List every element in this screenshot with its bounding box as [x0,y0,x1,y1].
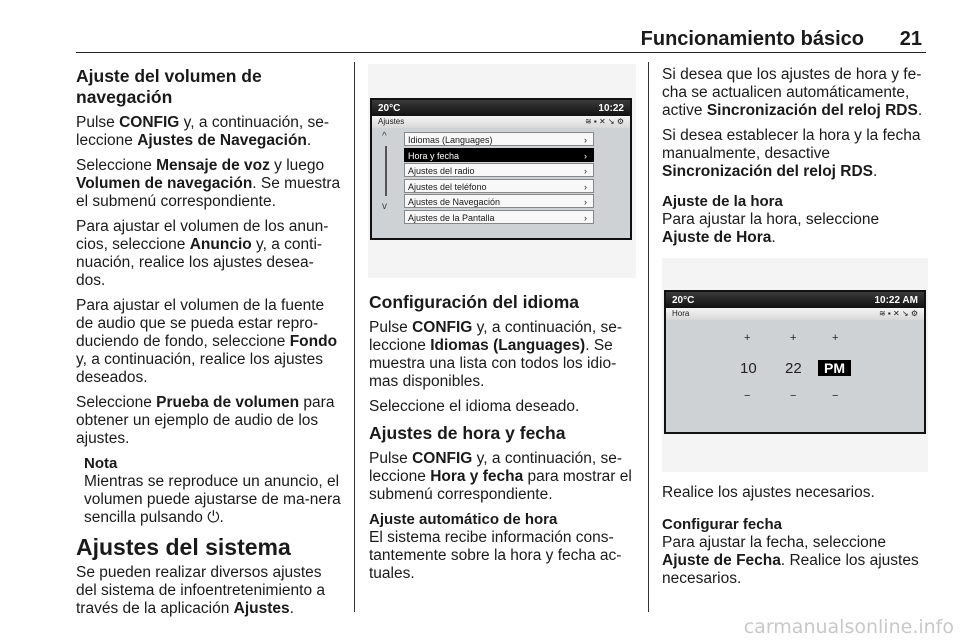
text: Volumen de navegación [76,175,253,192]
note-text: Mientras se reproduce un anuncio, el volumen puede ajustarse de ma-nera sencilla pulsando ⏻. [84,473,341,526]
menu-item-label: Idiomas (Languages) [408,135,493,145]
text: . Se muestra una lista con todos los idio-mas disponibles. [369,337,617,390]
text: Idiomas (Languages) [430,337,586,354]
minute-value: 22 [785,360,802,377]
text: . [917,102,923,119]
left-column [76,66,342,625]
paragraph: Realice los ajustes necesarios. [662,484,875,501]
text: . [873,163,878,180]
paragraph [662,534,928,588]
text: Pulse [76,114,120,131]
middle-column [369,292,635,590]
text: y luego [269,157,325,174]
text: CONFIG [119,114,180,131]
status-icons: ≋ ▪ ✕ ↘ ⚙ [878,309,918,318]
status-bar [666,292,924,308]
text: y, a continuación, realice los ajustes deseados. [76,351,323,386]
text: . [771,229,776,246]
paragraph [76,564,342,618]
minute-plus-button[interactable]: + [790,332,797,344]
page-number: 21 [899,28,922,50]
text: Se pueden realizar diversos ajustes del sistema de infoentretenimiento a través de la aplicación [76,564,326,617]
paragraph [76,394,342,448]
text: CONFIG [412,450,473,467]
text: Fondo [289,333,338,350]
settings-screenshot [368,64,636,278]
time-screenshot [662,258,928,472]
ampm-value[interactable]: PM [818,360,851,376]
ampm-minus-button[interactable]: − [832,390,839,402]
subheading-auto-time: Ajuste automático de hora [369,511,558,528]
text: Para ajustar la hora, seleccione [662,211,880,228]
paragraph [662,211,928,247]
screen-subtitle: Hora [672,309,690,318]
heading-system-settings: Ajustes del sistema [76,534,291,560]
text: Seleccione [76,157,157,174]
page-header [76,28,926,53]
text: para obtener un ejemplo de audio de los ajustes. [76,394,335,447]
temperature: 20°C [378,102,401,114]
chevron-right-icon: › [584,197,587,207]
infotainment-screen [370,98,632,240]
text: Ajustes [233,600,290,617]
text: . Se muestra el submenú correspondiente. [76,175,341,210]
text: CONFIG [412,319,473,336]
paragraph [76,157,342,211]
text: Anuncio [189,236,252,253]
paragraph: El sistema recibe información cons-tantemente sobre la hora y fecha ac-tuales. [369,529,622,582]
right-column-bottom [662,484,928,595]
text: . [306,132,312,149]
screen-subtitle-bar [666,308,924,320]
text: Ajuste de Hora [662,229,772,246]
ampm-plus-button[interactable]: + [832,332,839,344]
status-bar [372,100,630,116]
paragraph [369,450,635,504]
text: Mensaje de voz [156,157,270,174]
text: Pulse [369,319,413,336]
paragraph [76,218,342,290]
watermark: carmanualsonline.info [743,616,954,638]
right-column-top [662,66,928,254]
heading-nav-volume: Ajuste del volumen de navegación [76,66,262,107]
paragraph [662,66,928,120]
scroll-down-icon[interactable]: v [382,201,387,212]
text: Sincronización del reloj RDS [662,163,874,180]
text: Para ajustar el volumen de la fuente de audio que se pueda estar repro-duciendo de fondo, seleccione [76,297,325,350]
text: . Realice los ajustes necesarios. [662,552,919,587]
hour-plus-button[interactable]: + [744,332,751,344]
paragraph: Seleccione el idioma deseado. [369,398,580,415]
temperature: 20°C [672,294,695,306]
chevron-right-icon: › [584,135,587,145]
text: Seleccione [76,394,157,411]
chevron-right-icon: › [584,166,587,176]
hour-value: 10 [740,360,757,377]
menu-item-label: Ajustes de Navegación [408,197,501,207]
text: Prueba de volumen [156,394,300,411]
infotainment-screen [664,290,926,434]
text: Si desea que los ajustes de hora y fe-cha se actualicen automáticamente, active [662,66,922,119]
subheading-hour: Ajuste de la hora [662,193,783,210]
menu-item-label: Ajustes del radio [408,166,475,176]
scrollbar[interactable] [385,146,387,196]
minute-minus-button[interactable]: − [790,390,797,402]
scroll-up-icon[interactable]: ^ [382,131,387,142]
text: Para ajustar el volumen de los anun-cios, seleccione [76,218,329,253]
text: Si desea establecer la hora y la fecha manualmente, desactive [662,127,921,162]
text: . [289,600,294,617]
text: Ajuste de Fecha [662,552,781,569]
screen-subtitle-bar [372,116,630,128]
text: Pulse [369,450,413,467]
paragraph [76,114,342,150]
menu-item[interactable] [404,132,594,146]
text: y, a continuación, se-leccione [369,450,623,485]
column-divider [648,62,649,612]
text: Para ajustar la fecha, seleccione [662,534,887,551]
text: Sincronización del reloj RDS [706,102,918,119]
text: Hora y fecha [430,468,524,485]
note-title: Nota [84,455,118,472]
text: Ajustes de Navegación [137,132,307,149]
text: para mostrar el submenú correspondiente. [369,468,632,503]
paragraph [369,319,635,391]
menu-item[interactable] [404,210,594,224]
menu-item[interactable] [404,163,594,177]
menu-item-label: Hora y fecha [408,150,460,161]
heading-time-date: Ajustes de hora y fecha [369,423,566,443]
paragraph [662,127,928,181]
chevron-right-icon: › [584,181,587,192]
menu-item-label: Ajustes de la Pantalla [408,212,495,223]
paragraph [76,297,342,387]
screen-subtitle: Ajustes [378,117,405,126]
heading-language: Configuración del idioma [369,292,580,312]
clock: 10:22 AM [874,294,918,306]
chevron-right-icon: › [584,212,587,223]
menu-item[interactable] [404,148,594,162]
menu-item[interactable] [404,194,594,208]
chevron-right-icon: › [584,150,587,161]
clock: 10:22 [598,102,624,114]
text: y, a continuación, se-leccione [369,319,623,354]
menu-item[interactable] [404,179,594,193]
subheading-date: Configurar fecha [662,516,783,533]
header-title: Funcionamiento básico [640,28,864,50]
note-box [84,455,342,527]
text: y, a conti-nuación, realice los ajustes desea-dos. [76,236,323,289]
menu-item-label: Ajustes del teléfono [408,181,487,192]
column-divider [354,62,355,612]
text: y, a continuación, se-leccione [76,114,330,149]
status-icons: ≋ ▪ ✕ ↘ ⚙ [584,117,624,126]
hour-minus-button[interactable]: − [744,390,751,402]
